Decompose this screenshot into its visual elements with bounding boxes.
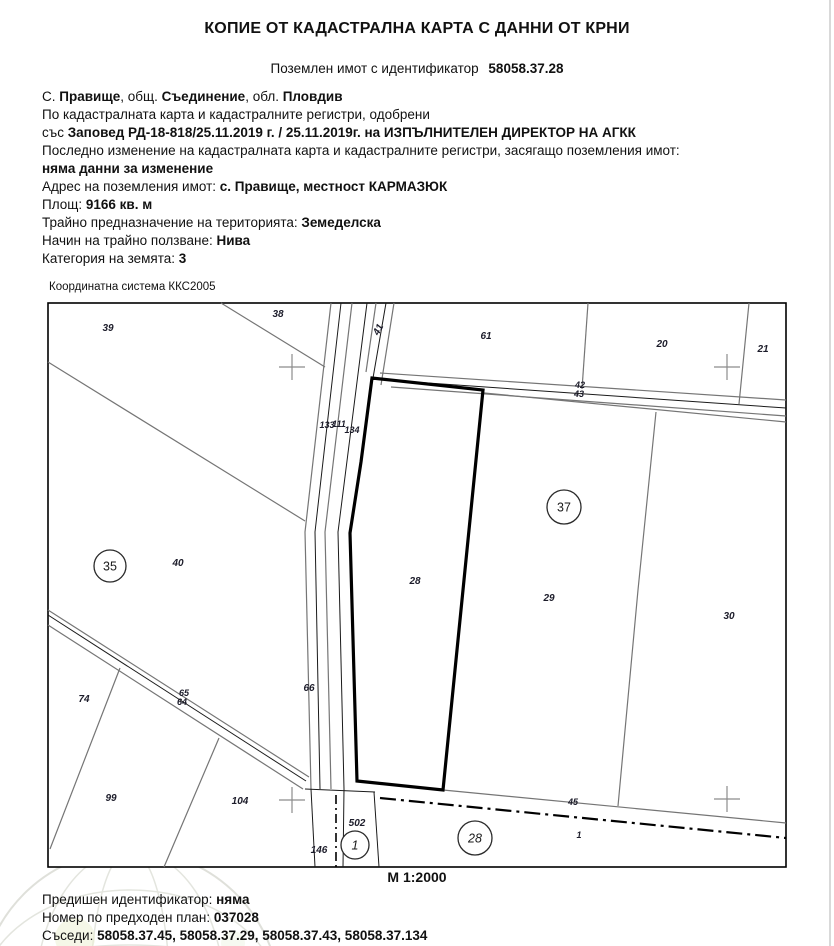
region-circle-number: 28	[468, 831, 482, 846]
text-line	[42, 891, 427, 909]
region-circle-28	[458, 821, 492, 855]
parcel-label-29: 29	[543, 593, 555, 604]
label-text: По кадастралната карта и кадастралните регистри, одобрени	[42, 107, 430, 122]
parcel-label-1: 1	[576, 830, 582, 840]
value-text: Заповед РД-18-818/25.11.2019 г. / 25.11.2019г. на ИЗПЪЛНИТЕЛЕН ДИРЕКТОР НА АГКК	[67, 125, 636, 140]
value-text: 3	[178, 251, 187, 266]
region-circle-1	[341, 831, 369, 859]
parcel-identifier-line	[0, 61, 834, 76]
value-text: няма данни за изменение	[42, 161, 214, 176]
label-text: Съседи:	[42, 928, 98, 943]
parcel-label-99: 99	[105, 793, 117, 804]
text-line	[42, 250, 680, 268]
label-text: Номер по предходен план:	[42, 910, 214, 925]
text-line	[42, 124, 680, 142]
label-text: Начин на трайно ползване:	[42, 233, 217, 248]
label-text: Категория на земята:	[42, 251, 179, 266]
parcel-label-134: 134	[344, 425, 360, 435]
parcel-label-28: 28	[409, 576, 421, 587]
text-line	[42, 160, 680, 178]
parcel-identifier-label: Поземлен имот с идентификатор	[270, 61, 479, 76]
parcel-label-30: 30	[723, 611, 735, 622]
text-line	[42, 214, 680, 232]
text-line	[42, 196, 680, 214]
parcel-label-38: 38	[272, 309, 284, 320]
parcel-label-61: 61	[480, 331, 492, 342]
parcel-label-104: 104	[231, 796, 249, 807]
text-line	[42, 927, 427, 945]
label-text: Адрес на поземления имот:	[42, 179, 220, 194]
parcel-label-146: 146	[310, 845, 328, 856]
value-text: Пловдив	[282, 89, 343, 104]
text-line	[42, 142, 680, 160]
text-line	[42, 106, 680, 124]
parcel-label-43: 43	[573, 389, 585, 399]
text-line	[42, 909, 427, 927]
parcel-identifier-value: 58058.37.28	[488, 61, 564, 76]
parcel-label-133: 133	[319, 420, 335, 430]
parcel-label-42: 42	[574, 380, 586, 390]
value-text: Съединение	[161, 89, 246, 104]
value-text: с. Правище, местност КАРМАЗЮК	[219, 179, 448, 194]
parcel-label-20: 20	[656, 339, 668, 350]
region-circle-35	[94, 550, 126, 582]
parcel-info-block	[42, 88, 680, 268]
parcel-label-21: 21	[757, 344, 769, 355]
parcel-label-64: 64	[176, 697, 188, 707]
coordinate-system-label: Координатна система ККС2005	[49, 281, 216, 293]
text-line	[42, 232, 680, 250]
parcel-label-40: 40	[172, 558, 184, 569]
value-text: няма	[216, 892, 250, 907]
parcel-label-111: 111	[332, 419, 346, 429]
text-line	[42, 178, 680, 196]
label-text: С.	[42, 89, 60, 104]
footer-info-block	[42, 891, 427, 945]
label-text: , обл.	[245, 89, 283, 104]
value-text: Земеделска	[301, 215, 381, 230]
value-text: 9166 кв. м	[85, 197, 153, 212]
parcel-label-65: 65	[178, 688, 190, 698]
value-text: 037028	[213, 910, 259, 925]
region-circle-number: 35	[103, 559, 117, 574]
region-circle-37	[547, 490, 581, 524]
value-text: Правище	[59, 89, 121, 104]
parcel-label-41: 41	[371, 322, 387, 338]
value-text: 58058.37.45, 58058.37.29, 58058.37.43, 58058.37.134	[97, 928, 428, 943]
parcel-label-45: 45	[567, 797, 579, 807]
label-text: Предишен идентификатор:	[42, 892, 217, 907]
map-scale-label: М 1:2000	[387, 869, 447, 885]
parcel-label-39: 39	[102, 323, 114, 334]
label-text: Площ:	[42, 197, 86, 212]
region-circle-number: 37	[557, 500, 571, 515]
parcel-label-502: 502	[348, 818, 366, 829]
parcel-label-74: 74	[78, 694, 90, 705]
parcel-label-66: 66	[303, 683, 315, 694]
page-title: КОПИЕ ОТ КАДАСТРАЛНА КАРТА С ДАННИ ОТ КРНИ	[204, 20, 630, 37]
value-text: Нива	[216, 233, 251, 248]
label-text: , общ.	[120, 89, 162, 104]
label-text: Трайно предназначение на територията:	[42, 215, 302, 230]
label-text: със	[42, 125, 68, 140]
text-line	[42, 88, 680, 106]
label-text: Последно изменение на кадастралната карта и кадастралните регистри, засягащо поземления имот:	[42, 143, 680, 158]
region-circle-number: 1	[351, 838, 359, 853]
